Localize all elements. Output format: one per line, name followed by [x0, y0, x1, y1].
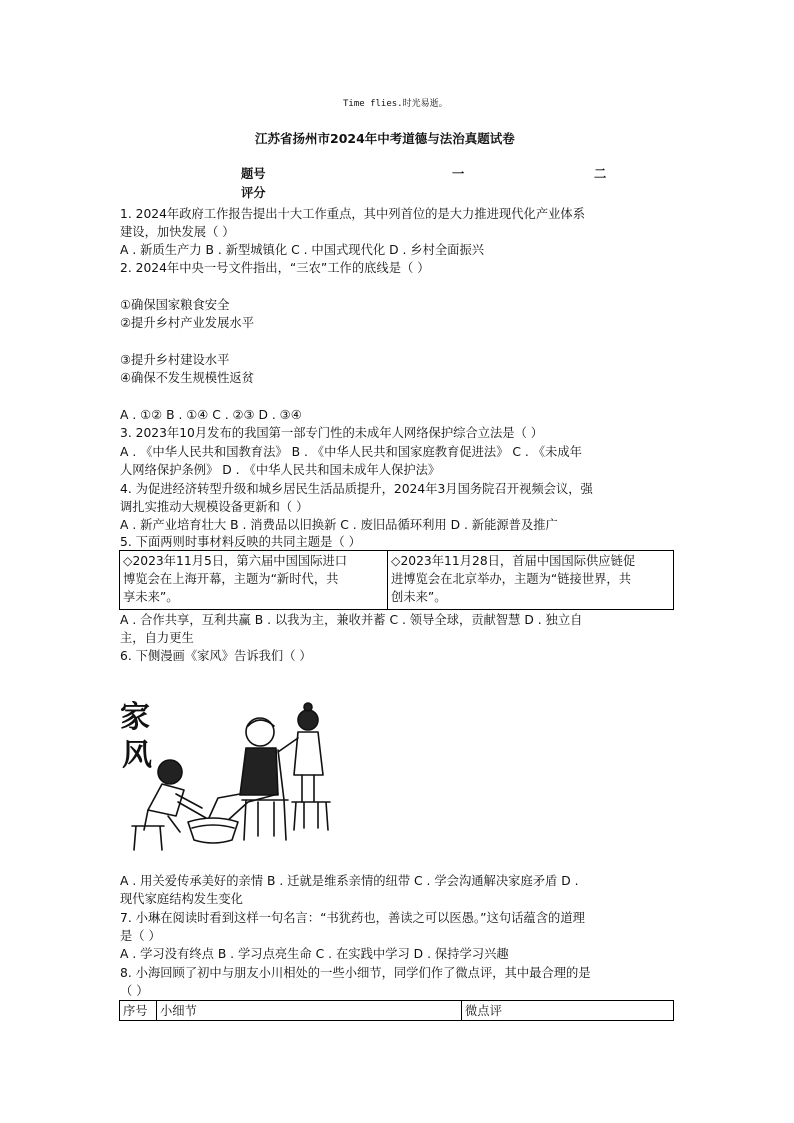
q3-stem: 3. 2023年10月发布的我国第一部专门性的未成年人网络保护综合立法是（ ） [120, 426, 544, 440]
q7-options: A . 学习没有终点 B . 学习点亮生命 C . 在实践中学习 D . 保持学习兴趣 [120, 947, 509, 961]
q2-options: A . ①② B . ①④ C . ②③ D . ③④ [120, 408, 302, 422]
q8-header-number: 序号 [123, 1004, 148, 1018]
q1-line2: 建设，加快发展（ ） [120, 225, 235, 239]
q5-material-right [388, 552, 673, 606]
q8-line1: 8. 小海回顾了初中与朋友小川相处的一些小细节，同学们作了微点评，其中最合理的是 [120, 966, 591, 980]
score-col-1: 一 [452, 167, 465, 181]
q5-options-line2: 主，自力更生 [120, 631, 194, 645]
q5-left-line: ◇2023年11月5日，第六届中国国际进口 [123, 554, 348, 568]
q7-line2: 是（ ） [120, 929, 161, 943]
q8-line2: （ ） [120, 984, 149, 998]
q5-left-line: 博览会在上海开幕，主题为“新时代，共 [123, 572, 339, 586]
q5-stem: 5. 下面两则时事材料反映的共同主题是（ ） [120, 535, 361, 549]
q4-line1: 4. 为促进经济转型升级和城乡居民生活品质提升，2024年3月国务院召开视频会议，强 [120, 482, 593, 496]
q6-stem: 6. 下侧漫画《家风》告诉我们（ ） [120, 649, 312, 663]
q4-line2: 调扎实推动大规模设备更新和（ ） [120, 500, 309, 514]
q2-item2: ②提升乡村产业发展水平 [120, 316, 254, 330]
q7-line1: 7. 小琳在阅读时看到这样一句名言：“书犹药也，善读之可以医愚。”这句话蕴含的道理 [120, 911, 585, 925]
q2-item3: ③提升乡村建设水平 [120, 353, 230, 367]
page-title: 江苏省扬州市2024年中考道德与法治真题试卷 [255, 131, 515, 146]
family-cartoon [118, 690, 348, 860]
header-note: Time flies.时光易逝。 [343, 99, 448, 109]
score-col-2: 二 [594, 167, 607, 181]
q5-material-left [120, 552, 387, 606]
score-col-label: 题号 [241, 167, 266, 181]
q1-line1: 1. 2024年政府工作报告提出十大工作重点，其中列首位的是大力推进现代化产业体系 [120, 207, 586, 221]
q8-table [119, 1000, 674, 1021]
q5-right-line: 进博览会在北京举办，主题为“链接世界，共 [391, 572, 632, 586]
q3-line2: A . 《中华人民共和国教育法》 B . 《中华人民共和国家庭教育促进法》 C . 《未成年 [120, 445, 582, 459]
q6-options-line1: A . 用关爱传承美好的亲情 B . 迁就是维系亲情的纽带 C . 学会沟通解决家庭矛盾 D . [120, 874, 579, 888]
q2-stem: 2. 2024年中央一号文件指出，“三农”工作的底线是（ ） [120, 261, 430, 275]
q5-left-line: 享未来”。 [123, 590, 179, 604]
q8-header-detail: 小细节 [160, 1004, 197, 1018]
cartoon-caption-feng: 风 [122, 738, 152, 773]
cartoon-drawing [118, 690, 348, 860]
score-row-label: 评分 [241, 186, 266, 200]
q2-item4: ④确保不发生规模性返贫 [120, 371, 254, 385]
q6-options-line2: 现代家庭结构发生变化 [120, 892, 243, 906]
q3-line3: 人网络保护条例》 D . 《中华人民共和国未成年人保护法》 [120, 463, 441, 477]
q5-material-table [119, 550, 674, 610]
q4-options: A . 新产业培育壮大 B . 消费品以旧换新 C . 废旧品循环利用 D . 新能源普及推广 [120, 518, 558, 532]
q5-right-line: ◇2023年11月28日，首届中国国际供应链促 [391, 554, 636, 568]
q5-options-line1: A . 合作共享，互利共赢 B . 以我为主，兼收并蓄 C . 领导全球，贡献智慧 D . 独立自 [120, 613, 583, 627]
q5-right-line: 创未来”。 [391, 590, 447, 604]
q2-item1: ①确保国家粮食安全 [120, 298, 230, 312]
q1-options: A . 新质生产力 B . 新型城镇化 C . 中国式现代化 D . 乡村全面振兴 [120, 243, 485, 257]
q8-header-comment: 微点评 [465, 1004, 502, 1018]
cartoon-caption-jia: 家 [120, 700, 150, 735]
